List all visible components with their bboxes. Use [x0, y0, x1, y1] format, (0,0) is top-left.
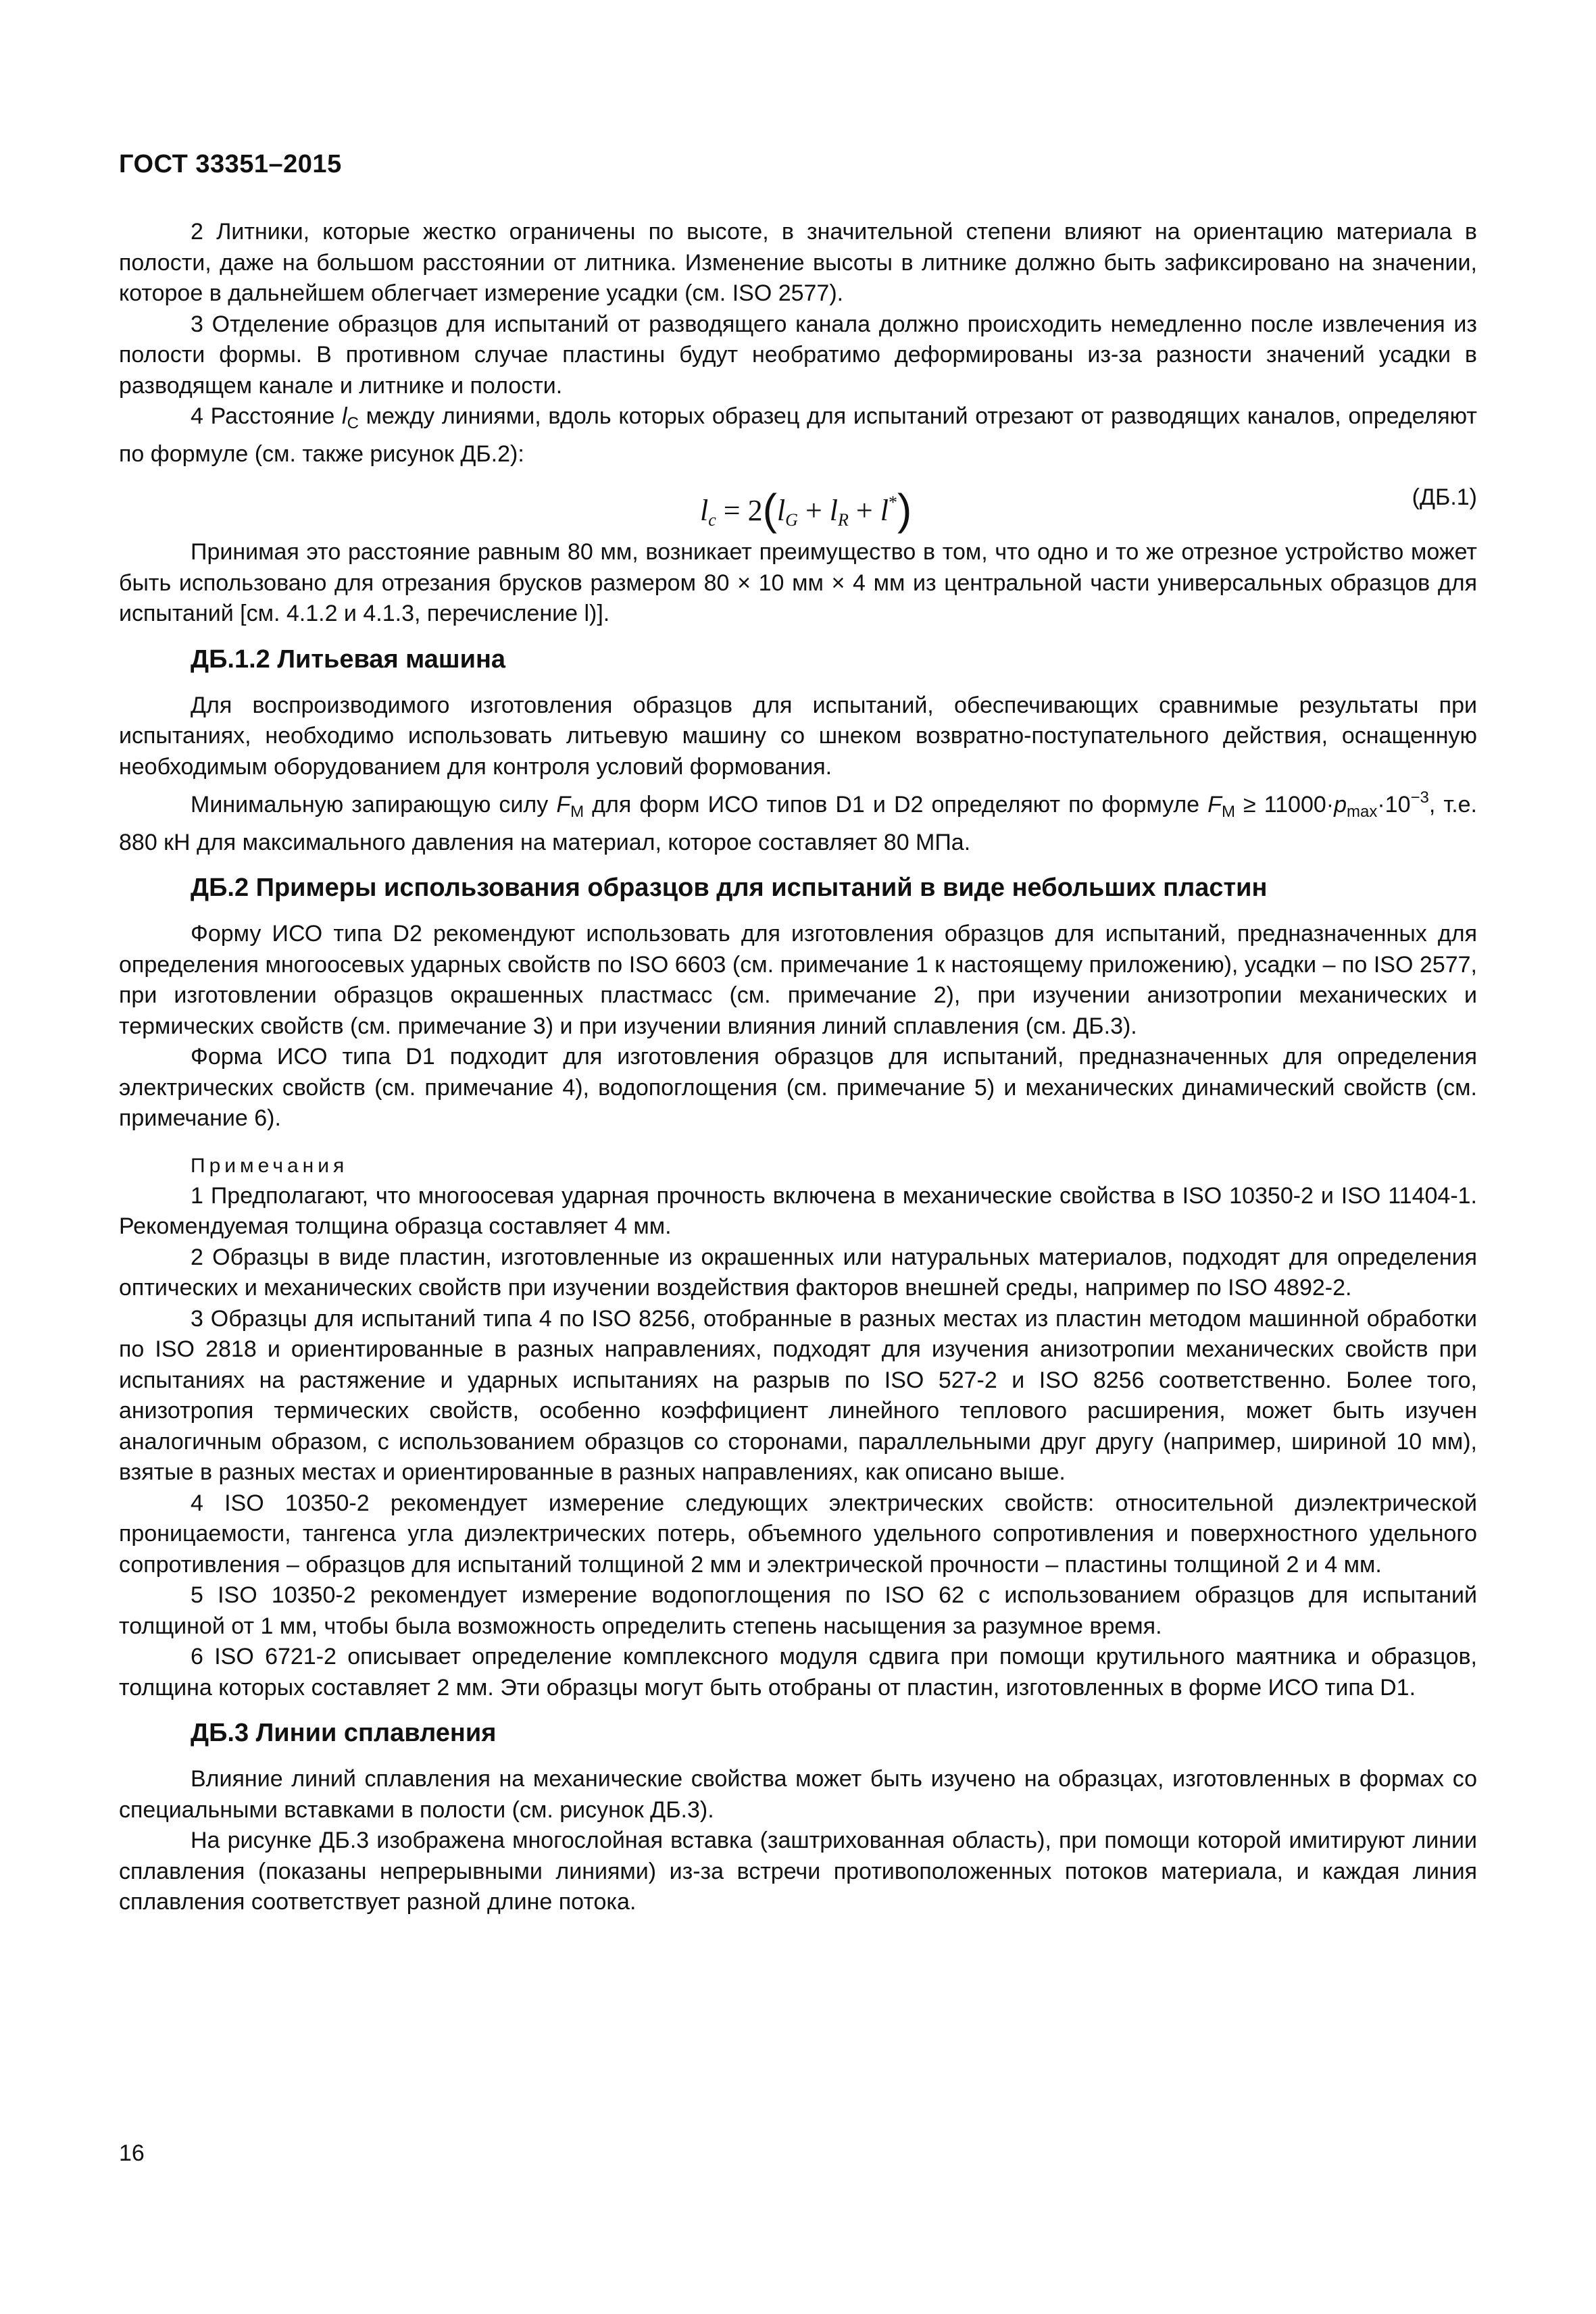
note-item: 2 Образцы в виде пластин, изготовленные из окрашенных или натуральных материалов, подходят для определения оптических и механических свойств при изучении воздействия факторов внешней среды, например по ISO 4892-2. — [119, 1244, 1477, 1301]
math-symbol: p — [1334, 792, 1347, 818]
text-fragment: ≥ 11000· — [1235, 792, 1335, 818]
formula-superscript: * — [888, 493, 897, 512]
paragraph: Форма ИСО типа D1 подходит для изготовления образцов для испытаний, предназначенных для определения электрических свойств (см. примечание 4), водопоглощения (см. примечание 5) и механических динамический свойств (см. примечание 6). — [119, 1044, 1477, 1131]
paragraph: Для воспроизводимого изготовления образцов для испытаний, обеспечивающих сравнимые результаты при испытаниях, необходимо использовать литьевую машину со шнеком возвратно-поступательного действия, оснащенную необходимым оборудованием для контроля условий формования. — [119, 692, 1477, 780]
math-subscript: max — [1347, 803, 1378, 821]
note-item: 5 ISO 10350-2 рекомендует измерение водопоглощения по ISO 62 с использованием образцов для испытаний толщиной от 1 мм, чтобы была возможность определить степень насыщения за разумное время. — [119, 1582, 1477, 1639]
page-number: 16 — [119, 2140, 145, 2166]
math-subscript: C — [347, 414, 359, 432]
text-fragment: между линиями, вдоль которых образец для испытаний отрезают от разводящих каналов, определяют по формуле (см. также рисунок ДБ.2): — [119, 403, 1477, 467]
section-heading: ДБ.1.2 Литьевая машина — [191, 645, 506, 674]
paragraph: 2 Литники, которые жестко ограничены по высоте, в значительной степени влияют на ориентацию материала в полости, даже на большом расстоянии от литника. Изменение высоты в литнике должно быть зафиксировано на значении, которое в дальнейшем облегчает измерение усадки (см. ISO 2577). — [119, 219, 1477, 306]
text-fragment: Минимальную запирающую силу — [191, 792, 557, 818]
text-fragment: ·10 — [1377, 792, 1411, 818]
standard-number-header: ГОСТ 33351–2015 — [119, 150, 342, 178]
notes-title: Примечания — [191, 1154, 349, 1177]
section-heading: ДБ.3 Линии сплавления — [191, 1719, 497, 1747]
formula-symbol: l — [776, 494, 786, 527]
note-item: 6 ISO 6721-2 описывает определение комплексного модуля сдвига при помощи крутильного маятника и образцов, толщина которых составляет 2 мм. Эти образцы могут быть отобраны от пластин, изготовленных в форме ИСО типа D1. — [119, 1644, 1477, 1701]
formula-open-paren: ( — [762, 485, 777, 534]
note-item: 3 Образцы для испытаний типа 4 по ISO 8256, отобранные в разных местах из пластин методом машинной обработки по ISO 2818 и ориентированные в разных направлениях, подходят для изучения анизотропии механических свойств при испытаниях на растяжение и ударных испытаниях на разрыв по ISO 527-2 и ISO 8256 соответственно. Более того, анизотропия термических свойств, особенно коэффициент линейного теплового расширения, может быть изучен аналогичным образом, с использованием образцов со сторонами, параллельными друг другу (например, шириной 10 мм), взятые в разных местах и ориентированные в разных направлениях, как описано выше. — [119, 1305, 1477, 1485]
math-subscript: M — [570, 803, 584, 821]
text-fragment: 4 Расстояние — [191, 403, 342, 429]
document-page — [119, 150, 1477, 1918]
paragraph-with-formula — [119, 782, 1477, 858]
paragraph: Влияние линий сплавления на механические свойства может быть изучено на образцах, изготовленных в формах со специальными вставками в полости (см. рисунок ДБ.3). — [119, 1766, 1477, 1823]
formula-equals: = 2 — [716, 494, 763, 527]
math-symbol: F — [1207, 792, 1222, 818]
text-fragment: , т.е. 880 кН для максимального давления на материал, которое составляет 80 МПа. — [119, 792, 1477, 855]
math-subscript: M — [1221, 803, 1235, 821]
paragraph-with-symbol — [119, 401, 1477, 470]
formula-subscript: R — [838, 510, 849, 530]
formula-number: (ДБ.1) — [1412, 484, 1477, 510]
formula-close-paren: ) — [897, 485, 912, 534]
formula-symbol: l — [829, 494, 838, 527]
text-fragment: для форм ИСО типов D1 и D2 определяют по формуле — [584, 792, 1208, 818]
formula-subscript: c — [708, 510, 716, 530]
formula-symbol: l — [880, 494, 889, 527]
paragraph: Принимая это расстояние равным 80 мм, возникает преимущество в том, что одно и то же отрезное устройство может быть использовано для отрезания брусков размером 80 × 10 мм × 4 мм из центральной части универсальных образцов для испытаний [см. 4.1.2 и 4.1.3, перечисление l)]. — [119, 539, 1477, 626]
math-superscript: −3 — [1410, 788, 1429, 807]
math-symbol: F — [556, 792, 571, 818]
paragraph: 3 Отделение образцов для испытаний от разводящего канала должно происходить немедленно после извлечения из полости формы. В противном случае пластины будут необратимо деформированы из-за разности значений усадки в разводящем канале и литнике и полости. — [119, 311, 1477, 399]
formula-symbol: l — [700, 494, 709, 527]
formula-subscript: G — [785, 510, 798, 530]
paragraph: На рисунке ДБ.3 изображена многослойная вставка (заштрихованная область), при помощи которой имитируют линии сплавления (показаны непрерывными линиями) из-за встречи противоположенных потоков материала, и каждая линия сплавления соответствует разной длине потока. — [119, 1828, 1477, 1915]
formula-db1: $l_c = 2(l_G + l_R + l^*)$ — [700, 485, 912, 534]
paragraph: Форму ИСО типа D2 рекомендуют использовать для изготовления образцов для испытаний, предназначенных для определения многоосевых ударных свойств по ISO 6603 (см. примечание 1 к настоящему приложению), усадки – по ISO 2577, при изготовлении образцов окрашенных пластмасс (см. примечание 2), при изучении анизотропии механических и термических свойств (см. примечание 3) и при изучении влияния линий сплавления (см. ДБ.3). — [119, 921, 1477, 1039]
math-symbol: l — [342, 403, 347, 429]
note-item: 4 ISO 10350-2 рекомендует измерение следующих электрических свойств: относительной диэлектрической проницаемости, тангенса угла диэлектрических потерь, объемного удельного сопротивления и поверхностного удельного сопротивления – образцов для испытаний толщиной 2 мм и электрической прочности – пластины толщиной 2 и 4 мм. — [119, 1490, 1477, 1578]
section-heading: ДБ.2 Примеры использования образцов для испытаний в виде небольших пластин — [191, 874, 1268, 902]
note-item: 1 Предполагают, что многоосевая ударная прочность включена в механические свойства в ISO 10350-2 и ISO 11404-1. Рекомендуемая толщина образца составляет 4 мм. — [119, 1182, 1477, 1239]
formula-row — [119, 474, 1477, 532]
